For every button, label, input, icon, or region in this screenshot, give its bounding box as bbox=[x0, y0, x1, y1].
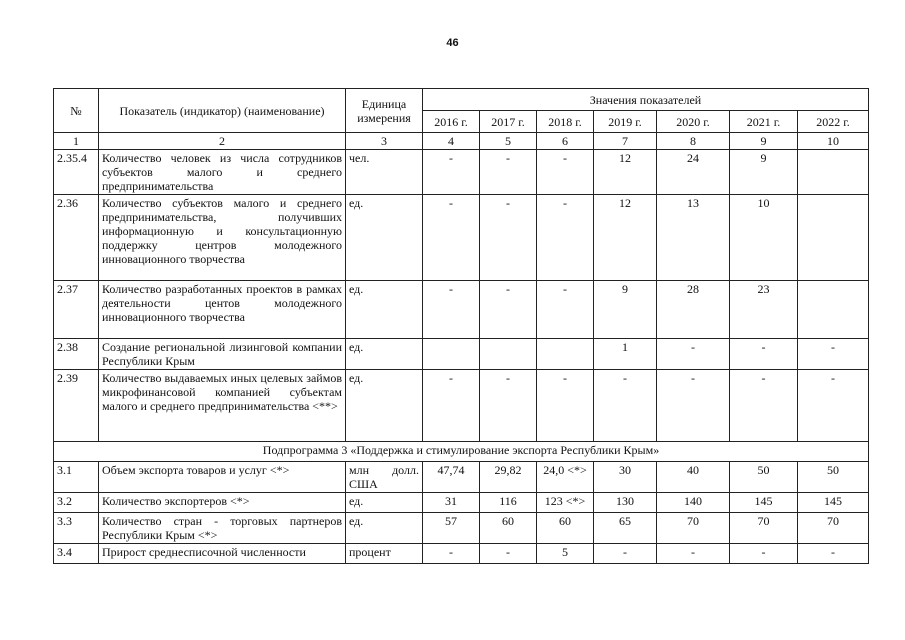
value-cell: 13 bbox=[657, 195, 730, 281]
table-row bbox=[54, 339, 869, 370]
indicators-table bbox=[53, 88, 869, 564]
row-number: 2.37 bbox=[54, 281, 99, 339]
table-row bbox=[54, 150, 869, 195]
unit-cell: ед. bbox=[346, 370, 423, 442]
header-values: Значения показателей bbox=[423, 89, 869, 111]
indicator-name: Количество разработанных проектов в рамках деятельности центов молодежного инновационного творчества bbox=[99, 281, 346, 339]
unit-cell: ед. bbox=[346, 195, 423, 281]
value-cell: 57 bbox=[423, 513, 480, 544]
value-cell: - bbox=[657, 370, 730, 442]
row-number: 2.36 bbox=[54, 195, 99, 281]
indicator-name: Создание региональной лизинговой компании Республики Крым bbox=[99, 339, 346, 370]
value-cell: - bbox=[423, 195, 480, 281]
column-number: 4 bbox=[423, 133, 480, 150]
table-row bbox=[54, 544, 869, 564]
value-cell: 145 bbox=[798, 493, 869, 513]
value-cell: 145 bbox=[730, 493, 798, 513]
column-number: 2 bbox=[99, 133, 346, 150]
value-cell bbox=[798, 150, 869, 195]
header-year: 2021 г. bbox=[730, 111, 798, 133]
value-cell: - bbox=[657, 544, 730, 564]
value-cell: - bbox=[730, 544, 798, 564]
value-cell: 70 bbox=[657, 513, 730, 544]
unit-cell: ед. bbox=[346, 281, 423, 339]
value-cell: - bbox=[423, 544, 480, 564]
value-cell: - bbox=[730, 339, 798, 370]
page-number: 46 bbox=[446, 37, 459, 49]
value-cell: 47,74 bbox=[423, 462, 480, 493]
value-cell: 5 bbox=[537, 544, 594, 564]
indicator-name: Количество стран - торговых партнеров Республики Крым <*> bbox=[99, 513, 346, 544]
value-cell: 65 bbox=[594, 513, 657, 544]
value-cell: - bbox=[657, 339, 730, 370]
column-number: 9 bbox=[730, 133, 798, 150]
indicator-name: Количество человек из числа сотрудников субъектов малого и среднего предпринимательства bbox=[99, 150, 346, 195]
indicator-name: Количество субъектов малого и среднего предпринимательства, получивших информационную и консультационную поддержку центров молодежного инновационного творчества bbox=[99, 195, 346, 281]
value-cell: - bbox=[798, 339, 869, 370]
header-num: № bbox=[54, 89, 99, 133]
row-number: 2.39 bbox=[54, 370, 99, 442]
value-cell: 31 bbox=[423, 493, 480, 513]
value-cell: 9 bbox=[594, 281, 657, 339]
value-cell: 1 bbox=[594, 339, 657, 370]
unit-cell: ед. bbox=[346, 513, 423, 544]
value-cell: - bbox=[423, 370, 480, 442]
value-cell bbox=[423, 339, 480, 370]
value-cell: - bbox=[480, 150, 537, 195]
value-cell: 24,0 <*> bbox=[537, 462, 594, 493]
column-number: 10 bbox=[798, 133, 869, 150]
value-cell: 60 bbox=[480, 513, 537, 544]
header-year: 2016 г. bbox=[423, 111, 480, 133]
column-number: 1 bbox=[54, 133, 99, 150]
row-number: 2.38 bbox=[54, 339, 99, 370]
column-number: 5 bbox=[480, 133, 537, 150]
row-number: 2.35.4 bbox=[54, 150, 99, 195]
value-cell: 50 bbox=[798, 462, 869, 493]
header-year: 2019 г. bbox=[594, 111, 657, 133]
header-year: 2018 г. bbox=[537, 111, 594, 133]
header-unit: Единица измерения bbox=[346, 89, 423, 133]
value-cell: 29,82 bbox=[480, 462, 537, 493]
value-cell: 130 bbox=[594, 493, 657, 513]
value-cell: - bbox=[480, 195, 537, 281]
value-cell: 12 bbox=[594, 195, 657, 281]
value-cell: 28 bbox=[657, 281, 730, 339]
value-cell: - bbox=[537, 281, 594, 339]
unit-cell: процент bbox=[346, 544, 423, 564]
indicator-name: Объем экспорта товаров и услуг <*> bbox=[99, 462, 346, 493]
value-cell bbox=[798, 281, 869, 339]
value-cell: - bbox=[537, 370, 594, 442]
column-number: 7 bbox=[594, 133, 657, 150]
value-cell: - bbox=[537, 150, 594, 195]
value-cell: 10 bbox=[730, 195, 798, 281]
value-cell: - bbox=[423, 281, 480, 339]
value-cell: 40 bbox=[657, 462, 730, 493]
header-year: 2017 г. bbox=[480, 111, 537, 133]
header-year: 2022 г. bbox=[798, 111, 869, 133]
value-cell: - bbox=[594, 370, 657, 442]
table-body bbox=[54, 150, 869, 564]
value-cell bbox=[480, 339, 537, 370]
value-cell: 9 bbox=[730, 150, 798, 195]
unit-cell: ед. bbox=[346, 339, 423, 370]
indicator-name: Количество экспортеров <*> bbox=[99, 493, 346, 513]
value-cell: - bbox=[730, 370, 798, 442]
column-number: 8 bbox=[657, 133, 730, 150]
value-cell: 123 <*> bbox=[537, 493, 594, 513]
value-cell: - bbox=[537, 195, 594, 281]
header-year: 2020 г. bbox=[657, 111, 730, 133]
table-row bbox=[54, 370, 869, 442]
header-indicator: Показатель (индикатор) (наименование) bbox=[99, 89, 346, 133]
row-number: 3.1 bbox=[54, 462, 99, 493]
column-number: 3 bbox=[346, 133, 423, 150]
subprogram-title: Подпрограмма 3 «Поддержка и стимулирование экспорта Республики Крым» bbox=[54, 442, 869, 462]
table-row bbox=[54, 513, 869, 544]
value-cell: 12 bbox=[594, 150, 657, 195]
value-cell: - bbox=[480, 281, 537, 339]
column-numbers-row bbox=[54, 133, 869, 150]
value-cell bbox=[798, 195, 869, 281]
value-cell: 70 bbox=[730, 513, 798, 544]
row-number: 3.4 bbox=[54, 544, 99, 564]
value-cell: 70 bbox=[798, 513, 869, 544]
indicator-name: Количество выдаваемых иных целевых займов микрофинансовой компанией субъектам малого и среднего предпринимательства <**> bbox=[99, 370, 346, 442]
value-cell: 24 bbox=[657, 150, 730, 195]
value-cell: 50 bbox=[730, 462, 798, 493]
value-cell: 23 bbox=[730, 281, 798, 339]
unit-cell: ед. bbox=[346, 493, 423, 513]
value-cell: - bbox=[423, 150, 480, 195]
value-cell bbox=[537, 339, 594, 370]
table-row bbox=[54, 493, 869, 513]
value-cell: 60 bbox=[537, 513, 594, 544]
indicator-name: Прирост среднесписочной численности bbox=[99, 544, 346, 564]
unit-cell: чел. bbox=[346, 150, 423, 195]
value-cell: 30 bbox=[594, 462, 657, 493]
value-cell: - bbox=[480, 544, 537, 564]
table-row bbox=[54, 195, 869, 281]
value-cell: - bbox=[798, 544, 869, 564]
column-number: 6 bbox=[537, 133, 594, 150]
table-row bbox=[54, 281, 869, 339]
value-cell: - bbox=[480, 370, 537, 442]
value-cell: 116 bbox=[480, 493, 537, 513]
value-cell: - bbox=[594, 544, 657, 564]
row-number: 3.3 bbox=[54, 513, 99, 544]
subprogram-row bbox=[54, 442, 869, 462]
table-row bbox=[54, 462, 869, 493]
value-cell: 140 bbox=[657, 493, 730, 513]
row-number: 3.2 bbox=[54, 493, 99, 513]
value-cell: - bbox=[798, 370, 869, 442]
unit-cell: млн долл. США bbox=[346, 462, 423, 493]
